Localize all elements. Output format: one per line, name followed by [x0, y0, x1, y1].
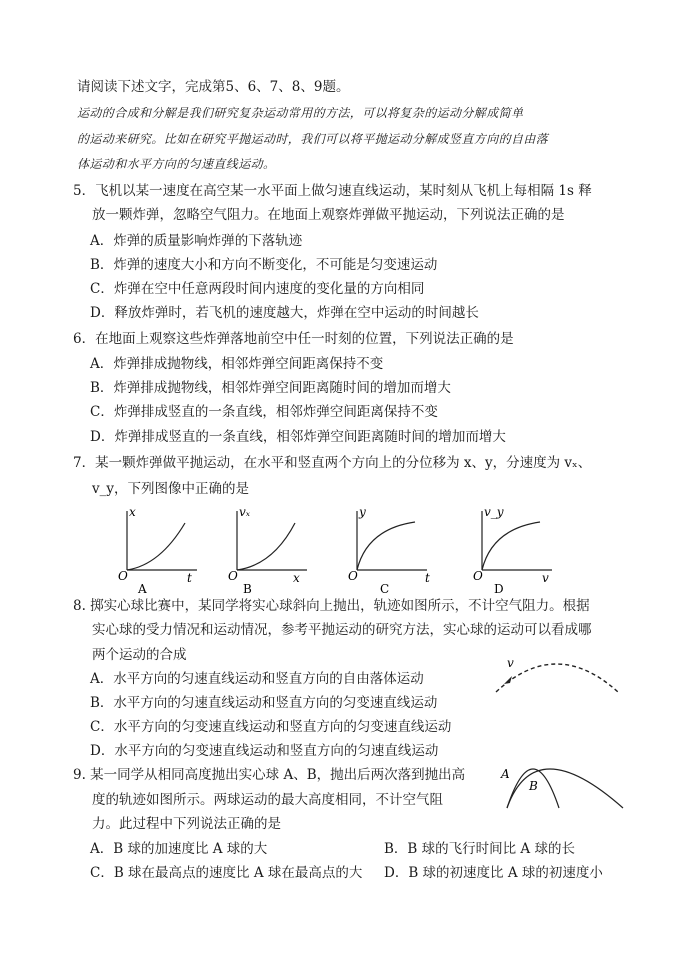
q7d-xlabel: v: [542, 571, 549, 585]
q6-option-c: C．炸弹排成竖直的一条直线，相邻炸弹空间距离保持不变: [90, 404, 438, 420]
reading-instruction: 请阅读下述文字，完成第5、6、7、8、9题。: [77, 79, 350, 95]
q8-velocity-label: v: [507, 656, 514, 670]
q9-label-a: A: [501, 767, 510, 781]
q7c-origin: O: [348, 569, 358, 583]
q5-option-a: A．炸弹的质量影响炸弹的下落轨迹: [90, 233, 303, 249]
q7b-origin: O: [228, 569, 238, 583]
q8-stem-line-3: 两个运动的合成: [92, 647, 187, 663]
q5-option-d: D．释放炸弹时，若飞机的速度越大，炸弹在空中运动的时间越长: [90, 305, 479, 321]
q7-stem-line-1: 7．某一颗炸弹做平抛运动，在水平和竖直两个方向上的分位移为 x、y，分速度为 vₓ、: [73, 455, 592, 471]
q8-option-d: D．水平方向的匀变速直线运动和竖直方向的匀速直线运动: [90, 743, 439, 759]
q7d-origin: O: [473, 569, 483, 583]
q6-option-a: A．炸弹排成抛物线，相邻炸弹空间距离保持不变: [90, 356, 384, 372]
q7-graph-d: [470, 505, 560, 595]
q7-graph-c: [345, 505, 435, 595]
q7-graph-a: [115, 505, 205, 595]
q9-stem-line-3: 力。此过程中下列说法正确的是: [92, 816, 281, 832]
q7a-caption: A: [138, 582, 147, 595]
q8-stem-line-2: 实心球的受力情况和运动情况，参考平抛运动的研究方法，实心球的运动可以看成哪: [92, 622, 592, 638]
q7b-xlabel: x: [293, 571, 300, 585]
q7a-ylabel: x: [129, 505, 136, 519]
intro-line-3: 体运动和水平方向的匀速直线运动。: [77, 157, 276, 171]
q7b-caption: B: [243, 582, 252, 595]
q8-option-b: B．水平方向的匀速直线运动和竖直方向的匀变速直线运动: [90, 695, 438, 711]
velocity-arrow-icon: [504, 676, 512, 684]
q5-stem-line-1: 5．飞机以某一速度在高空某一水平面上做匀速直线运动，某时刻从飞机上每相隔 1s 释: [73, 183, 592, 199]
q8-stem-line-1: 8. 掷实心球比赛中，某同学将实心球斜向上抛出，轨迹如图所示，不计空气阻力。根据: [73, 598, 590, 614]
q8-trajectory-figure: [490, 650, 635, 700]
q9-stem-line-2: 度的轨迹如图所示。两球运动的最大高度相同，不计空气阻: [92, 792, 443, 808]
q7-stem-line-2: v_y，下列图像中正确的是: [92, 481, 250, 497]
q8-option-a: A．水平方向的匀速直线运动和竖直方向的自由落体运动: [90, 671, 424, 687]
q7c-caption: C: [380, 582, 390, 595]
q9-option-b: B．B 球的飞行时间比 A 球的长: [384, 841, 575, 857]
q7a-origin: O: [118, 569, 128, 583]
q5-stem-line-2: 放一颗炸弹，忽略空气阻力。在地面上观察炸弹做平抛运动，下列说法正确的是: [92, 207, 565, 223]
q6-option-b: B．炸弹排成抛物线，相邻炸弹空间距离随时间的增加而增大: [90, 380, 451, 396]
q7d-caption: D: [494, 582, 504, 595]
trajectory-a: [507, 769, 623, 808]
q9-option-c: C．B 球在最高点的速度比 A 球在最高点的大: [90, 865, 363, 881]
q5-option-b: B．炸弹的速度大小和方向不断变化，不可能是匀变速运动: [90, 257, 438, 273]
q7b-ylabel: vₓ: [239, 505, 251, 519]
q7-graph-b: [225, 505, 315, 595]
q8-option-c: C．水平方向的匀变速直线运动和竖直方向的匀变速直线运动: [90, 719, 452, 735]
intro-line-1: 运动的合成和分解是我们研究复杂运动常用的方法，可以将复杂的运动分解成简单: [77, 106, 524, 120]
intro-line-2: 的运动来研究。比如在研究平抛运动时，我们可以将平抛运动分解成竖直方向的自由落: [77, 132, 549, 146]
q7d-ylabel: v_y: [484, 505, 504, 519]
q9-option-d: D．B 球的初速度比 A 球的初速度小: [384, 865, 603, 881]
q9-trajectories-figure: [495, 752, 635, 812]
q9-stem-line-1: 9. 某一同学从相同高度抛出实心球 A、B，抛出后两次落到抛出高: [73, 767, 466, 783]
q7c-xlabel: t: [425, 571, 430, 585]
q5-option-c: C．炸弹在空中任意两段时间内速度的变化量的方向相同: [90, 281, 425, 297]
q9-label-b: B: [529, 779, 538, 793]
q7c-ylabel: y: [359, 505, 366, 519]
q7a-xlabel: t: [187, 571, 192, 585]
q9-option-a: A．B 球的加速度比 A 球的大: [90, 841, 268, 857]
q6-stem-line-1: 6．在地面上观察这些炸弹落地前空中任一时刻的位置，下列说法正确的是: [73, 331, 514, 347]
q6-option-d: D．炸弹排成竖直的一条直线，相邻炸弹空间距离随时间的增加而增大: [90, 429, 506, 445]
